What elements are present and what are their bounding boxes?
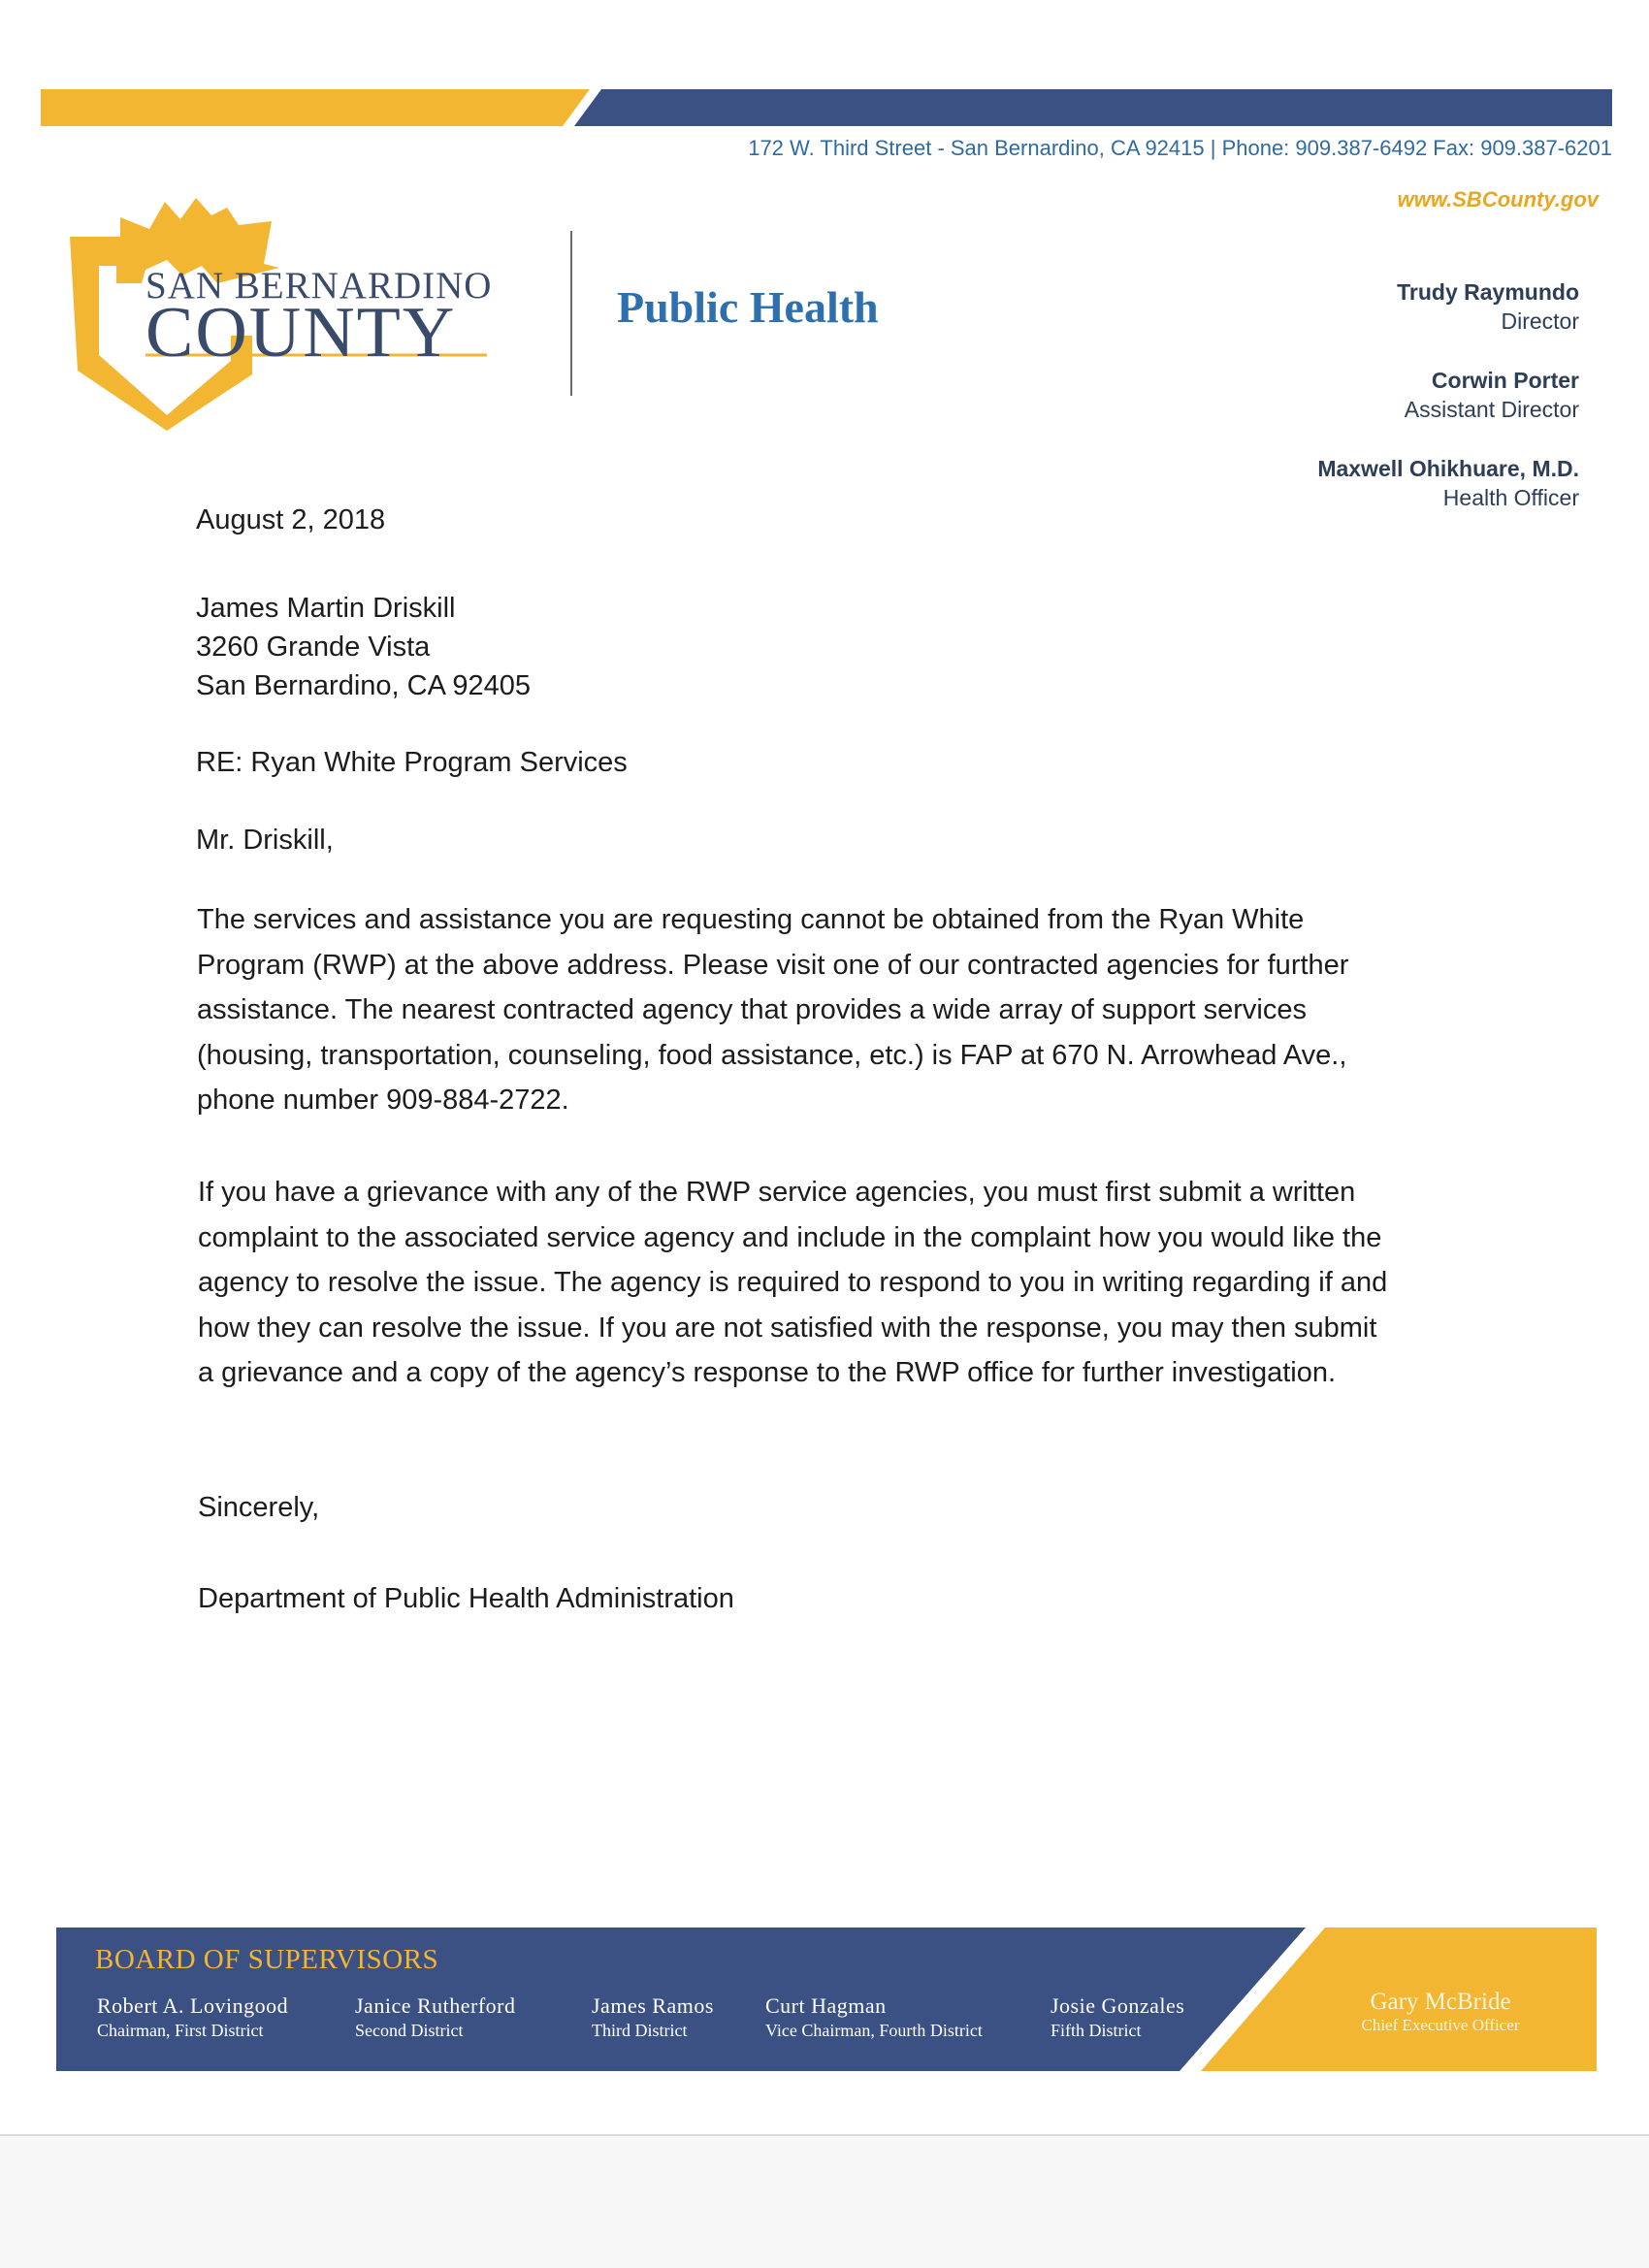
supervisor-entry [1051, 1993, 1184, 2041]
official-title: Health Officer [1442, 485, 1579, 510]
official-name: Maxwell Ohikhuare, M.D. [1317, 456, 1579, 481]
signature-line: Department of Public Health Administration [198, 1583, 734, 1614]
page-edge-divider [0, 2134, 1649, 2136]
supervisor-district: Fifth District [1051, 2021, 1142, 2040]
supervisor-entry [97, 1993, 288, 2041]
recipient-name: James Martin Driskill [196, 593, 456, 624]
official-name: Corwin Porter [1431, 368, 1579, 393]
recipient-street: 3260 Grande Vista [196, 632, 431, 663]
official-director [1397, 277, 1579, 336]
letterhead-top-bar [41, 89, 1612, 126]
ceo-entry [1290, 1989, 1591, 2035]
scan-margin [0, 2134, 1649, 2268]
supervisor-district: Third District [592, 2021, 688, 2040]
supervisor-entry [592, 1993, 714, 2041]
letter-date: August 2, 2018 [196, 504, 386, 535]
supervisor-district: Vice Chairman, Fourth District [765, 2021, 983, 2040]
body-paragraph-2: If you have a grievance with any of the RWP service agencies, you must first submit a written complaint to the associated service agency and include in the complaint how you would like the agency to resolve the issue. The agency is required to respond to you in writing regarding if and how they can resolve the issue. If you are not satisfied with the response, you may then submit a grievance and a copy of the agency’s response to the RWP office for further investigation. [198, 1177, 1388, 1388]
closing: Sincerely, [198, 1492, 320, 1523]
official-name: Trudy Raymundo [1397, 279, 1579, 305]
header-divider [570, 231, 572, 396]
logo-text-county: COUNTY [146, 293, 457, 373]
subject-line: RE: Ryan White Program Services [196, 747, 628, 778]
supervisor-district: Second District [355, 2021, 464, 2040]
website-link[interactable]: www.SBCounty.gov [1397, 187, 1599, 211]
supervisor-name: Curt Hagman [765, 1993, 887, 2018]
official-health-officer [1317, 454, 1579, 512]
official-title: Assistant Director [1404, 397, 1579, 422]
ceo-title: Chief Executive Officer [1361, 2016, 1520, 2034]
supervisor-district: Chairman, First District [97, 2021, 264, 2040]
supervisor-name: Robert A. Lovingood [97, 1993, 289, 2018]
recipient-address [196, 589, 531, 705]
supervisor-entry [765, 1993, 983, 2041]
supervisor-name: James Ramos [592, 1993, 714, 2018]
contact-line: 172 W. Third Street - San Bernardino, CA 92415 | Phone: 909.387-6492 Fax: 909.387-6201 [748, 136, 1612, 160]
official-title: Director [1501, 308, 1579, 334]
supervisor-entry [355, 1993, 516, 2041]
ceo-name: Gary McBride [1370, 1989, 1511, 2015]
supervisor-name: Josie Gonzales [1051, 1993, 1185, 2018]
supervisor-name: Janice Rutherford [355, 1993, 516, 2018]
recipient-city: San Bernardino, CA 92405 [196, 670, 532, 701]
official-assistant-director [1405, 366, 1579, 424]
department-name: Public Health [617, 282, 879, 332]
logo-text-san-bernardino: SAN BERNARDINO [146, 265, 493, 307]
footer-title: BOARD OF SUPERVISORS [95, 1944, 439, 1975]
body-paragraph-1: The services and assistance you are requesting cannot be obtained from the Ryan White Program (RWP) at the above address. Please visit one of our contracted agencies for further assistance. The nearest contracted agency that provides a wide array of support services (housing, transportation, counseling, food assistance, etc.) is FAP at 670 N. Arrowhead Ave., phone number 909-884-2722. [197, 904, 1349, 1116]
salutation: Mr. Driskill, [196, 825, 334, 856]
